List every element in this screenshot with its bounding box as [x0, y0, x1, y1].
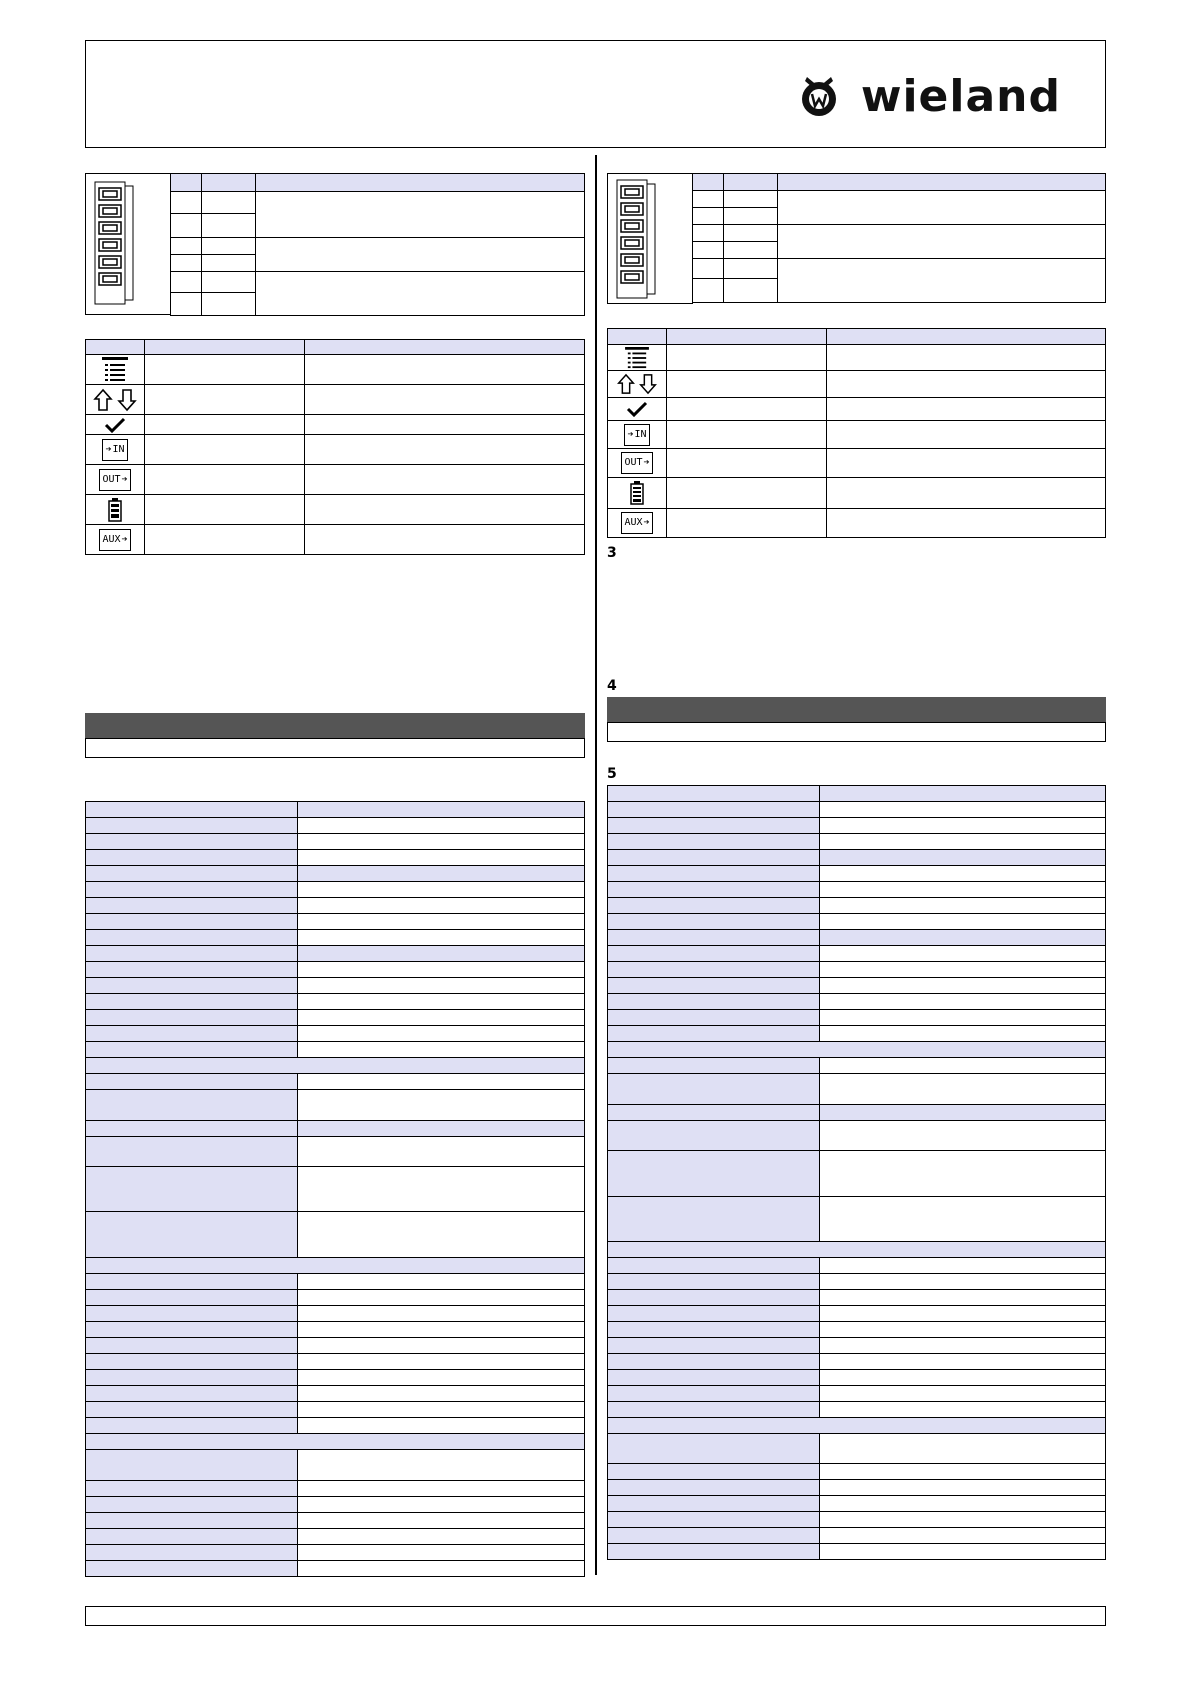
page-footer: [85, 1606, 1106, 1626]
spec-table-left: [85, 801, 585, 1577]
terminal-block-icon: [608, 174, 692, 303]
up-down-arrows-icon: [608, 371, 667, 398]
section-number-3: 3: [607, 545, 617, 561]
terminal-diagram-left: [85, 173, 171, 315]
wieland-emblem-icon: [797, 75, 841, 119]
section-number-4: 4: [607, 678, 617, 694]
output-icon: OUT ➔: [86, 465, 145, 495]
page-header: [85, 40, 1106, 148]
section-box-right: [607, 722, 1106, 742]
brand-logo: [797, 71, 1061, 122]
terminal-diagram-right: [607, 173, 693, 304]
checkmark-icon: [608, 398, 667, 421]
output-icon-label: OUT: [102, 473, 121, 485]
aux-output-icon: AUX ➔: [608, 509, 667, 538]
section-bar-right: [607, 697, 1106, 722]
menu-icon: [86, 355, 145, 385]
input-icon-label: IN: [112, 443, 125, 455]
input-icon: ➔ IN: [608, 421, 667, 449]
output-icon: OUT ➔: [608, 449, 667, 478]
up-down-arrows-icon: [86, 385, 145, 415]
section-box-left: [85, 738, 585, 758]
input-icon-label: IN: [634, 428, 647, 440]
terminal-block-icon: [86, 174, 170, 314]
aux-output-icon: AUX ➔: [86, 525, 145, 555]
output-icon-label: OUT: [624, 457, 643, 468]
input-icon: ➔ IN: [86, 435, 145, 465]
spec-table-right: [607, 785, 1106, 1560]
menu-icon: [608, 345, 667, 371]
battery-icon: [86, 495, 145, 525]
section-number-5: 5: [607, 766, 617, 782]
brand-name: wieland: [860, 71, 1061, 122]
aux-icon-label: AUX: [102, 533, 121, 545]
icon-legend-table-left: [85, 339, 585, 555]
terminal-table-left: [170, 173, 585, 316]
battery-icon: [608, 478, 667, 509]
section-bar-left: [85, 713, 585, 738]
aux-icon-label: AUX: [624, 517, 643, 528]
terminal-table-right: [692, 173, 1106, 303]
column-divider: [595, 155, 597, 1575]
checkmark-icon: [86, 415, 145, 435]
icon-legend-table-right: [607, 328, 1106, 538]
